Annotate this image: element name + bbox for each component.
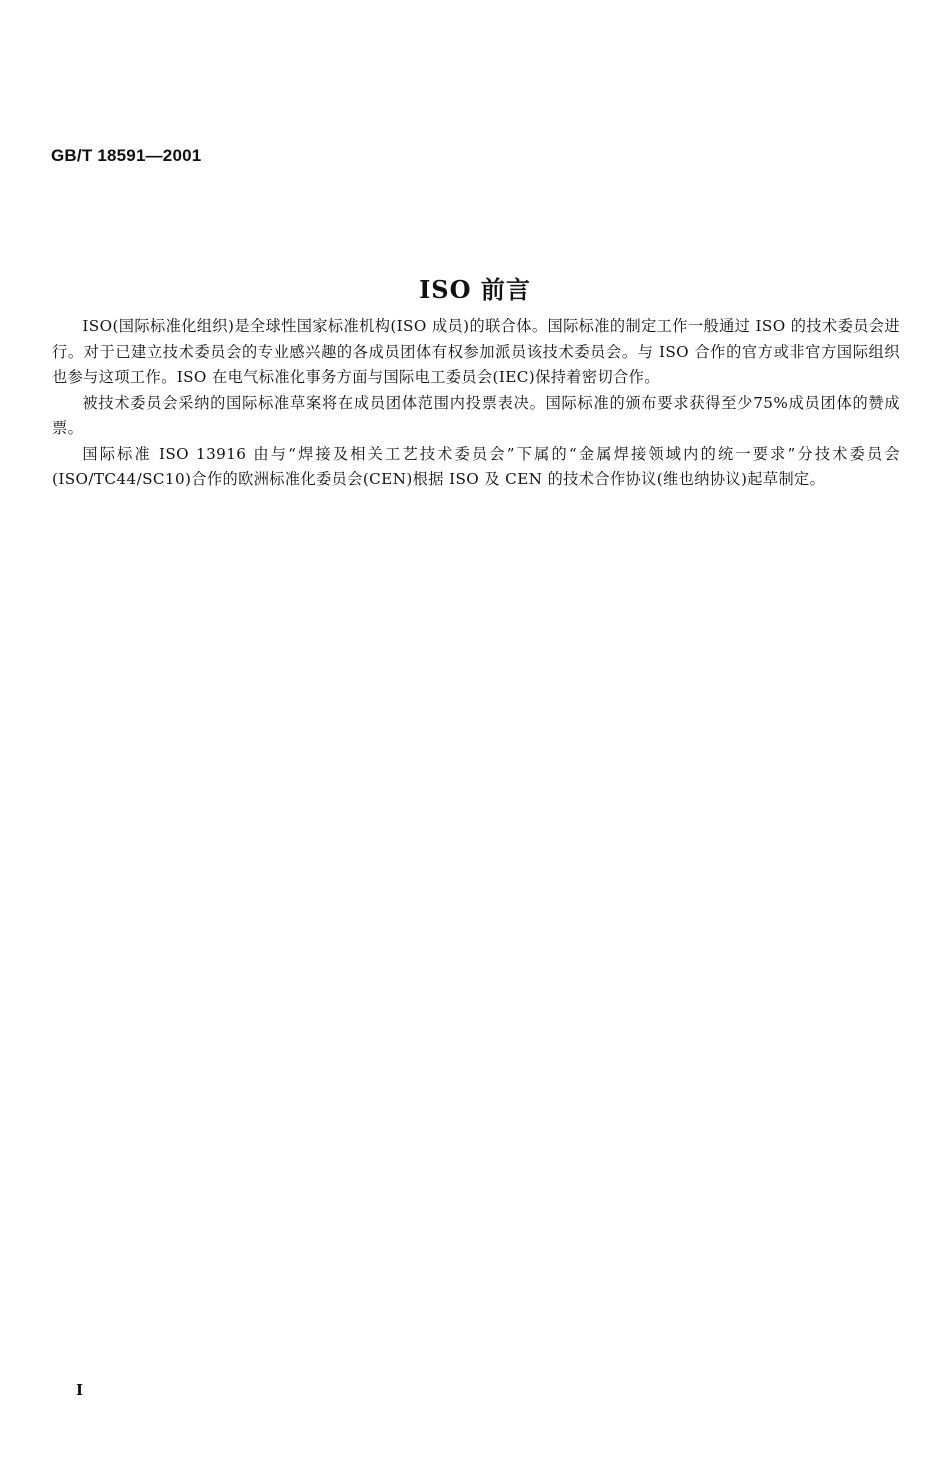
paragraph-iso-13916: 国际标准 ISO 13916 由与“焊接及相关工艺技术委员会”下属的“金属焊接领域内的统一要求”分技术委员会(ISO/TC44/SC10)合作的欧洲标准化委员会(CEN)根据 ISO 及 CEN 的技术合作协议(维也纳协议)起草制定。 <box>52 444 900 488</box>
standard-code-header: GB/T 18591—2001 <box>51 146 202 165</box>
page-title: ISO 前言 <box>419 275 531 305</box>
paragraph-iso-organization: ISO(国际标准化组织)是全球性国家标准机构(ISO 成员)的联合体。国际标准的制定工作一般通过 ISO 的技术委员会进行。对于已建立技术委员会的专业感兴趣的各成员团体有权参加派员该技术委员会。与 ISO 合作的官方或非官方国际组织也参与这项工作。ISO 在电气标准化事务方面与国际电工委员会(IEC)保持着密切合作。 <box>52 317 900 386</box>
page-number: I <box>76 1381 84 1399</box>
paragraph-voting: 被技术委员会采纳的国际标准草案将在成员团体范围内投票表决。国际标准的颁布要求获得至少75%成员团体的赞成票。 <box>52 393 900 437</box>
foreword-body <box>52 314 900 493</box>
